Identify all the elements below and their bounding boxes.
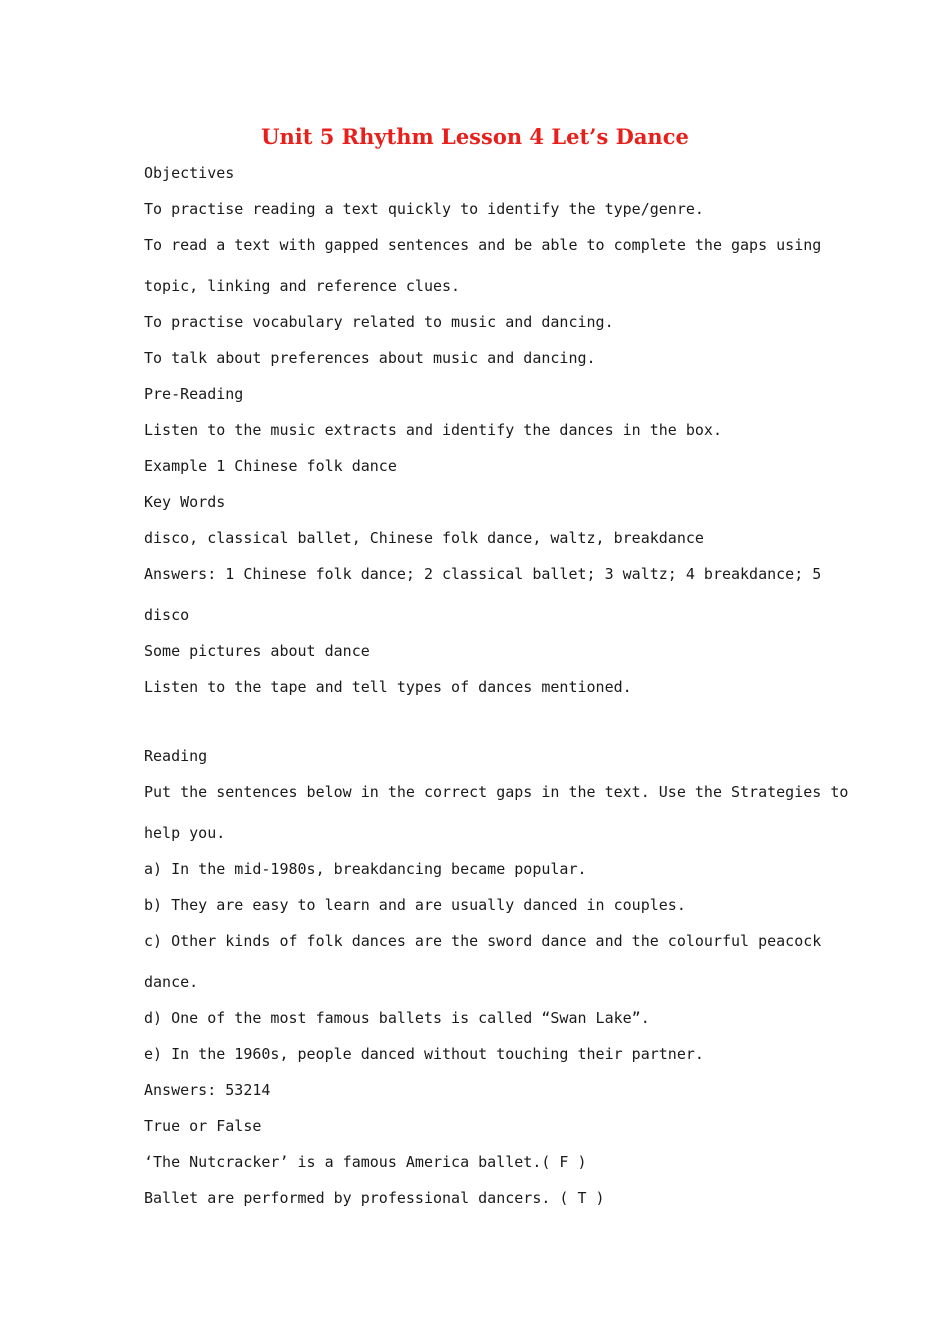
instruction-line: Listen to the tape and tell types of dances mentioned. (144, 678, 632, 696)
answers-line: Answers: 1 Chinese folk dance; 2 classical ballet; 3 waltz; 4 breakdance; 5 (144, 565, 822, 583)
example-line: Example 1 Chinese folk dance (144, 457, 397, 475)
text-line: Some pictures about dance (144, 642, 370, 660)
page-title: Unit 5 Rhythm Lesson 4 Let’s Dance (261, 124, 689, 149)
objective-line: topic, linking and reference clues. (144, 277, 461, 295)
instruction-line: help you. (144, 824, 226, 842)
answers-line: disco (144, 606, 190, 624)
sentence-option: e) In the 1960s, people danced without touching their partner. (144, 1045, 704, 1063)
objective-line: To practise reading a text quickly to identify the type/genre. (144, 200, 704, 218)
sentence-option: a) In the mid-1980s, breakdancing became popular. (144, 860, 587, 878)
instruction-line: Listen to the music extracts and identify the dances in the box. (144, 421, 722, 439)
heading-reading: Reading (144, 747, 208, 765)
objective-line: To talk about preferences about music and dancing. (144, 349, 596, 367)
objective-line: To practise vocabulary related to music and dancing. (144, 313, 614, 331)
true-false-item: ‘The Nutcracker’ is a famous America ballet.( F ) (144, 1153, 587, 1171)
true-false-item: Ballet are performed by professional dancers. ( T ) (144, 1189, 605, 1207)
heading-pre-reading: Pre-Reading (144, 385, 244, 403)
heading-true-or-false: True or False (144, 1117, 262, 1135)
key-words-line: disco, classical ballet, Chinese folk dance, waltz, breakdance (144, 529, 704, 547)
heading-objectives: Objectives (144, 164, 235, 182)
sentence-option: d) One of the most famous ballets is called “Swan Lake”. (144, 1009, 650, 1027)
sentence-option: b) They are easy to learn and are usually danced in couples. (144, 896, 686, 914)
sentence-option: dance. (144, 973, 199, 991)
instruction-line: Put the sentences below in the correct gaps in the text. Use the Strategies to (144, 783, 849, 801)
heading-key-words: Key Words (144, 493, 226, 511)
objective-line: To read a text with gapped sentences and be able to complete the gaps using (144, 236, 822, 254)
answers-line: Answers: 53214 (144, 1081, 271, 1099)
sentence-option: c) Other kinds of folk dances are the sword dance and the colourful peacock (144, 932, 822, 950)
